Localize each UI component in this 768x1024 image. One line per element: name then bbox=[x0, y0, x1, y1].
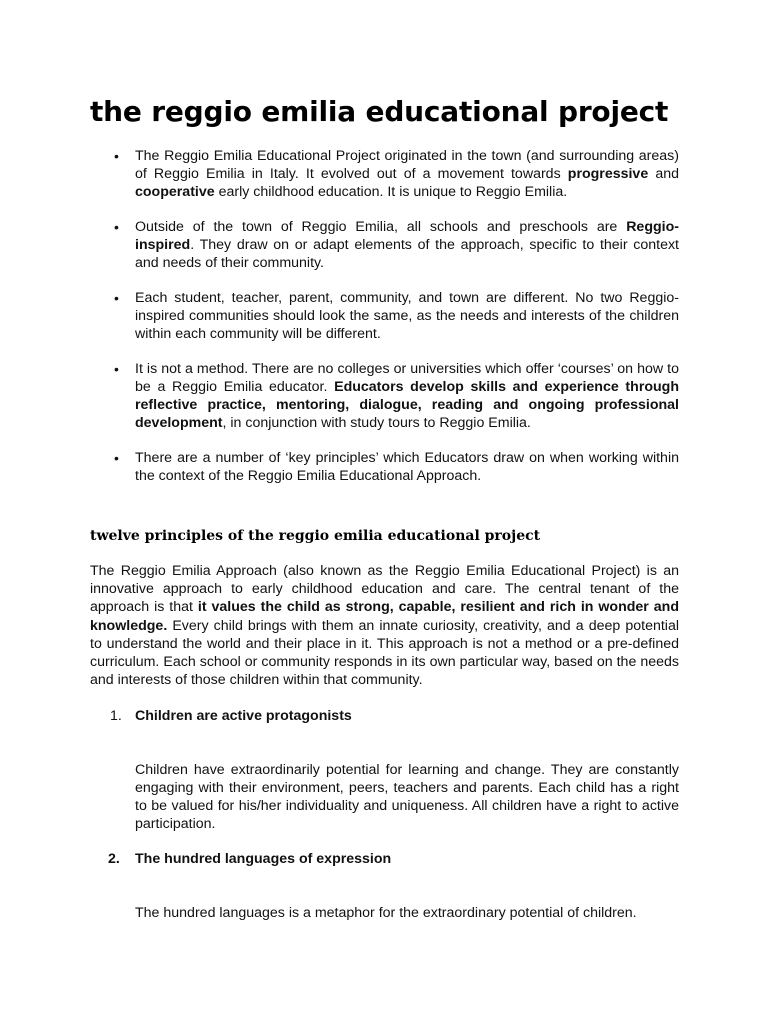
principle-title: The hundred languages of expression bbox=[135, 851, 392, 868]
bullet-item bbox=[90, 289, 679, 343]
bullet-item bbox=[90, 147, 679, 201]
principle-item bbox=[90, 707, 679, 833]
bullet-text: It is not a method. There are no colleges or universities which offer ‘courses’ on how to be a Reggio Emilia educator. Educators develop skills and experience through reflective practice, mentoring, dialogue, reading and ongoing professional development, in conjunction with study tours to Reggio Emilia. bbox=[135, 361, 680, 431]
bullet-text: There are a number of ‘key principles’ which Educators draw on when working within the context of the Reggio Emilia Educational Approach. bbox=[135, 450, 679, 484]
intro-paragraph: The Reggio Emilia Approach (also known as the Reggio Emilia Educational Project) is an innovative approach to early childhood education and care. The central tenant of the approach is that it values the child as strong, capable, resilient and rich in wonder and knowledge. Every child brings with them an innate curiosity, creativity, and a deep potential to understand the world and their place in it. This approach is not a method or a pre-defined curriculum. Each school or community responds in its own particular way, based on the needs and interests of those children within that community. bbox=[90, 563, 679, 689]
bullet-icon: • bbox=[114, 148, 119, 164]
principle-title: Children are active protagonists bbox=[135, 708, 352, 725]
principle-body: The hundred languages is a metaphor for the extraordinary potential of children. bbox=[135, 905, 637, 922]
bullet-icon: • bbox=[114, 219, 119, 235]
bullet-icon: • bbox=[114, 361, 119, 377]
bullet-text: The Reggio Emilia Educational Project originated in the town (and surrounding areas) of Reggio Emilia in Italy. It evolved out of a movement towards progressive and cooperative early childhood education. It is unique to Reggio Emilia. bbox=[135, 148, 679, 200]
principle-number: 2. bbox=[108, 851, 120, 868]
section-heading: twelve principles of the reggio emilia educational project bbox=[90, 528, 541, 544]
document-page bbox=[90, 0, 679, 922]
bullet-text: Each student, teacher, parent, community, and town are different. No two Reggio-inspired communities should look the same, as the needs and interests of the children within each community will be different. bbox=[135, 290, 679, 342]
principle-item bbox=[90, 850, 679, 922]
bullet-list bbox=[90, 147, 679, 485]
bullet-icon: • bbox=[114, 290, 119, 306]
bullet-icon: • bbox=[114, 450, 119, 466]
bullet-item bbox=[90, 449, 679, 485]
page-title: the reggio emilia educational project bbox=[90, 95, 669, 128]
bullet-text: Outside of the town of Reggio Emilia, all schools and preschools are Reggio-inspired. They draw on or adapt elements of the approach, specific to their context and needs of their community. bbox=[135, 219, 679, 271]
principle-number: 1. bbox=[110, 708, 122, 725]
principle-body: Children have extraordinarily potential for learning and change. They are constantly engaging with their environment, peers, teachers and parents. Each child has a right to be valued for his/her individuality and uniqueness. All children have a right to active participation. bbox=[135, 762, 679, 833]
bullet-item bbox=[90, 218, 679, 272]
bullet-item bbox=[90, 360, 679, 432]
